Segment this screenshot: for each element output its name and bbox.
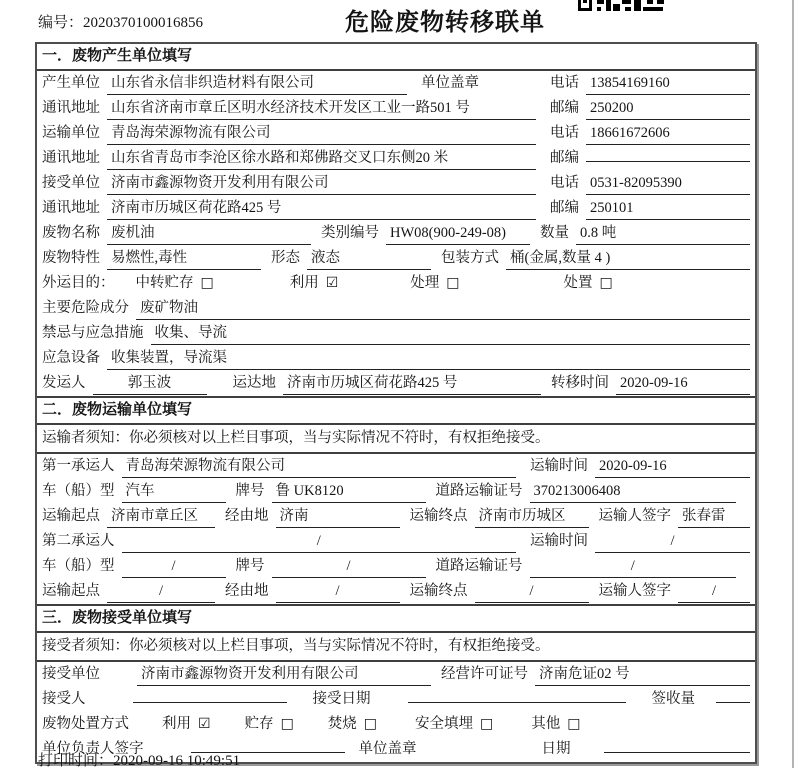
packing-label: 包装方式 [441,250,499,266]
checkbox-disposal-storage: □ [280,716,294,732]
emergency-equipment-label: 应急设备 [42,350,100,366]
disposal-landfill-label: 安全填埋 [415,716,474,732]
producer-address-label: 通讯地址 [42,100,100,116]
taboo-measures-label: 禁忌与应急措施 [42,325,144,341]
waste-props-value: 易燃性,毒性 [107,248,261,270]
transport-zip-label: 邮编 [550,150,579,166]
via2-value: / [276,581,400,603]
route-start2-label: 运输起点 [42,583,100,599]
destination-label: 运达地 [232,375,276,391]
receiver-address-value: 济南市历城区荷花路425 号 [107,198,536,220]
quantity-label: 数量 [540,225,569,241]
option-transit-storage-label: 中转贮存 [135,275,194,291]
row-accept-unit [37,662,755,687]
acceptor-label: 接受人 [42,691,86,707]
carrier-sign2-value: / [678,581,750,603]
vehicle-type2-label: 车（船）型 [42,558,115,574]
checkbox-disposal-incinerate: □ [363,716,378,732]
row-receiver-address [37,196,755,221]
receiver-phone-value: 0531-82095390 [586,173,750,195]
transport-phone-value: 18661672606 [586,123,750,145]
print-time-label: 打印时间： [38,753,114,768]
form-state-label: 形态 [271,250,300,266]
second-carrier-label: 第二承运人 [42,533,115,549]
route-start1-label: 运输起点 [42,508,100,524]
vehicle-type1-label: 车（船）型 [42,483,115,499]
route-start1-value: 济南市章丘区 [107,506,215,528]
row-transfer-purpose [37,271,755,296]
option-transit-storage [136,271,214,295]
route-start2-value: / [107,581,215,603]
row-producer-unit [37,71,755,96]
shipper-value: 郭玉波 [93,373,207,395]
row-hazard-components [37,296,755,321]
unit-seal-label: 单位盖章 [421,75,479,91]
route-end2-label: 运输终点 [409,583,468,599]
carrier-sign1-value: 张春雷 [678,506,750,528]
road-cert1-value: 370213006408 [530,481,737,503]
license-value: 济南危证02 号 [535,664,750,686]
shipper-label: 发运人 [42,375,86,391]
plate1-label: 牌号 [235,483,265,499]
hazard-components-value: 废矿物油 [136,298,750,320]
transport-phone-label: 电话 [550,125,579,141]
receiver-unit-value: 济南市鑫源物资开发利用有限公司 [107,173,536,195]
hazard-components-label: 主要危险成分 [42,300,129,316]
plate1-value: 鲁 UK8120 [272,481,426,503]
route-end2-value: / [475,581,589,603]
carrier-sign2-label: 运输人签字 [598,583,671,599]
row-route1 [37,504,755,529]
checkbox-disposal-utilize: ☑ [198,716,211,732]
row-emergency-equipment [37,346,755,371]
row-transport-unit [37,121,755,146]
via1-value: 济南 [276,506,400,528]
sign-date-value [604,752,751,753]
section1-header: 一．废物产生单位填写 [37,44,755,71]
packing-value: 桶(金属,数量 4 ) [506,248,750,270]
checkbox-dispose: □ [599,275,613,291]
row-vehicle1 [37,479,755,504]
section2-header: 二．废物运输单位填写 [37,396,755,425]
producer-unit-label: 产生单位 [42,75,100,91]
road-cert2-value: / [530,556,737,578]
acceptor-value [133,702,287,703]
route-end1-value: 济南市历城区 [475,506,589,528]
disposal-storage-label: 贮存 [244,716,274,732]
checkbox-disposal-landfill: □ [480,716,494,732]
waste-name-value: 废机油 [107,223,311,245]
print-time [38,749,240,768]
transport-address-label: 通讯地址 [42,150,100,166]
row-disposal-method [37,712,755,737]
disposal-utilize-label: 利用 [162,716,191,732]
signed-qty-label: 签收量 [651,691,695,707]
emergency-equipment-value: 收集装置，导流渠 [107,348,750,370]
receiver-notice: 接受者须知：你必须核对以上栏目事项，当与实际情况不符时，有权拒绝接受。 [37,633,755,662]
row-acceptor [37,687,755,712]
accept-unit-value: 济南市鑫源物资开发利用有限公司 [137,664,431,686]
row-producer-address [37,96,755,121]
road-cert1-label: 道路运输证号 [435,483,523,499]
category-code-label: 类别编号 [321,225,379,241]
via1-label: 经由地 [225,508,269,524]
print-time-value: 2020-09-16 10:49:51 [113,753,241,768]
producer-zip-value: 250200 [586,98,750,120]
responsible-signature-label: 单位负责人签字 [42,741,144,757]
option-disposal-incinerate [328,712,377,736]
page-edge-divider [792,0,794,768]
form-title: 危险废物转移联单 [345,10,545,36]
receiver-phone-label: 电话 [550,175,579,191]
sign-date-label: 日期 [541,741,571,757]
accept-date-label: 接受日期 [312,691,371,707]
checkbox-utilize: ☑ [325,275,339,291]
transport-time2-value: / [595,531,750,553]
option-disposal-landfill [415,712,493,736]
accept-date-value [408,702,626,703]
option-treat-label: 处理 [410,275,440,291]
disposal-incinerate-label: 焚烧 [327,716,357,732]
quantity-value: 0.8 吨 [576,223,750,245]
doc-number-label: 编号： [38,15,84,31]
row-waste-props [37,246,755,271]
license-label: 经营许可证号 [441,666,528,682]
first-carrier-label: 第一承运人 [42,458,115,474]
option-treat [410,271,459,295]
checkbox-disposal-other: □ [567,716,581,732]
route-end1-label: 运输终点 [409,508,468,524]
waste-props-label: 废物特性 [42,250,100,266]
destination-value: 济南市历城区荷花路425 号 [283,373,541,395]
section3-header: 三．废物接受单位填写 [37,604,755,633]
row-receiver-unit [37,171,755,196]
row-waste-name [37,221,755,246]
doc-number-value: 2020370100016856 [83,15,204,31]
option-disposal-utilize [162,712,211,736]
transport-unit-label: 运输单位 [42,125,100,141]
transfer-time-label: 转移时间 [551,375,609,391]
producer-unit-value: 山东省永信非织造材料有限公司 [107,73,407,95]
transfer-purpose-label: 外运目的： [42,275,115,291]
disposal-method-label: 废物处置方式 [42,716,129,732]
checkbox-transit-storage: □ [200,275,214,291]
row-vehicle2 [37,554,755,579]
vehicle-type1-value: 汽车 [122,481,226,503]
transport-zip-value [586,161,750,162]
transfer-time-value: 2020-09-16 [616,373,750,395]
first-carrier-value: 青岛海荣源物流有限公司 [122,456,517,478]
option-disposal-other [531,712,580,736]
accept-unit-label: 接受单位 [42,666,100,682]
option-disposal-storage [245,712,294,736]
via2-label: 经由地 [225,583,269,599]
unit-seal2-label: 单位盖章 [358,741,417,757]
producer-phone-value: 13854169160 [586,73,750,95]
receiver-zip-label: 邮编 [550,200,579,216]
taboo-measures-value: 收集、导流 [151,323,751,345]
transport-time1-value: 2020-09-16 [595,456,750,478]
option-dispose [564,271,613,295]
checkbox-treat: □ [446,275,460,291]
vehicle-type2-value: / [122,556,226,578]
form-state-value: 液态 [307,248,431,270]
transport-address-value: 山东省青岛市李沧区徐水路和郑佛路交叉口东侧20 米 [107,148,536,170]
row-shipper [37,371,755,396]
producer-phone-label: 电话 [550,75,579,91]
waste-name-label: 废物名称 [42,225,100,241]
road-cert2-label: 道路运输证号 [435,558,523,574]
row-route2 [37,579,755,604]
producer-zip-label: 邮编 [550,100,579,116]
disposal-other-label: 其他 [531,716,561,732]
producer-address-value: 山东省济南市章丘区明水经济技术开发区工业一路501 号 [107,98,536,120]
row-taboo-measures [37,321,755,346]
transfer-form [35,42,757,764]
row-first-carrier [37,454,755,479]
option-utilize-label: 利用 [289,275,319,291]
receiver-unit-label: 接受单位 [42,175,100,191]
carrier-sign1-label: 运输人签字 [598,508,671,524]
transport-unit-value: 青岛海荣源物流有限公司 [107,123,536,145]
row-transport-address [37,146,755,171]
row-second-carrier [37,529,755,554]
receiver-address-label: 通讯地址 [42,200,100,216]
category-code-value: HW08(900-249-08) [386,223,530,245]
receiver-zip-value: 250101 [586,198,750,220]
transporter-notice: 运输者须知：你必须核对以上栏目事项，当与实际情况不符时，有权拒绝接受。 [37,425,755,454]
transport-time2-label: 运输时间 [530,533,588,549]
transport-time1-label: 运输时间 [530,458,588,474]
second-carrier-value: / [122,531,517,553]
option-dispose-label: 处置 [563,275,593,291]
signed-qty-value [716,702,750,703]
plate2-value: / [272,556,426,578]
plate2-label: 牌号 [235,558,265,574]
option-utilize [290,271,339,295]
